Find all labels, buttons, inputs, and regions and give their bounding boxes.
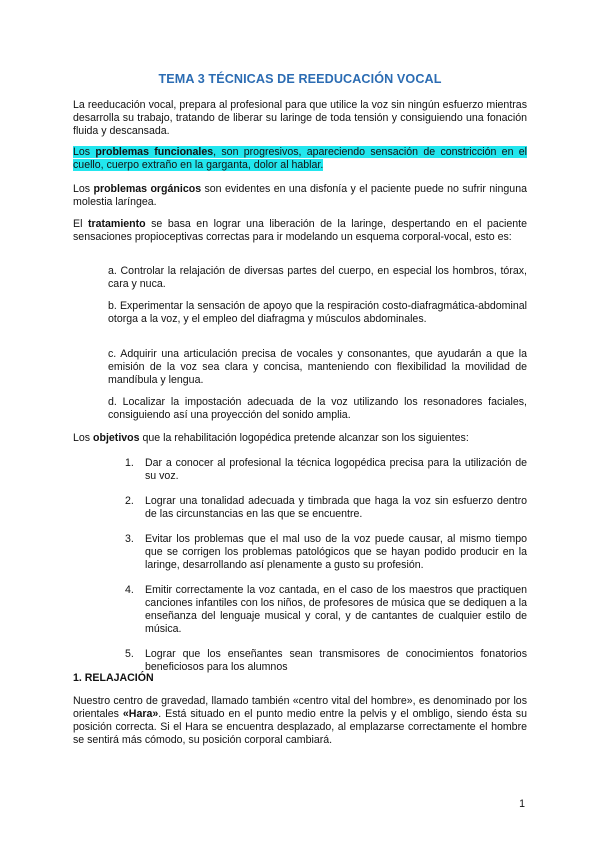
objectives-term: objetivos	[93, 432, 140, 444]
treatment-term: tratamiento	[87, 218, 146, 230]
organic-problems-paragraph: Los problemas orgánicos son evidentes en una disfonía y el paciente puede no sufrir ninguna molestia laríngea.	[73, 183, 527, 208]
functional-problems-paragraph	[73, 146, 527, 172]
treatment-point-c: c. Adquirir una articulación precisa de vocales y consonantes, que ayudarán a que la emisión de la voz sea clara y concisa, manteniendo con flexibilidad la movilidad de mandíbula y lengua.	[108, 348, 527, 386]
list-item: 5. Lograr que los enseñantes sean transmisores de conocimientos fonatorios beneficiosos para los alumnos	[125, 648, 527, 673]
relaxation-paragraph: Nuestro centro de gravedad, llamado también «centro vital del hombre», es denominado por los orientales «Hara». Está situado en el punto medio entre la pelvis y el ombligo, siendo ésta su posición correcta. Si el Hara se encuentra desplazado, al emplazarse correctamente el hombre se sentirá más cómodo, su posición corporal cambiará.	[73, 695, 527, 746]
treatment-paragraph: El tratamiento se basa en lograr una liberación de la laringe, despertando en el paciente sensaciones propioceptivas correctas para ir modelando un esquema corporal-vocal, esto es:	[73, 218, 527, 243]
section-heading: 1. RELAJACIÓN	[73, 672, 154, 684]
hara-term: «Hara»	[122, 708, 159, 720]
objectives-intro-paragraph: Los objetivos que la rehabilitación logopédica pretende alcanzar son los siguientes:	[73, 432, 469, 444]
highlighted-text: Los problemas funcionales, son progresivos, apareciendo sensación de constricción en el cuello, cuerpo extraño en la garganta, dolor al hablar.	[73, 146, 527, 171]
objectives-list	[125, 457, 527, 686]
functional-problems-term: problemas funcionales	[95, 146, 214, 158]
treatment-point-d: d. Localizar la impostación adecuada de la voz utilizando los resonadores faciales, consiguiendo así una proyección del sonido amplia.	[108, 396, 527, 421]
list-item: 3. Evitar los problemas que el mal uso de la voz puede causar, al mismo tiempo que se corrigen los problemas patológicos que se hayan podido producir en la laringe, desarrollando así plenamente a gusto su profesión.	[125, 533, 527, 571]
page-number: 1	[519, 798, 525, 810]
treatment-point-b: b. Experimentar la sensación de apoyo que la respiración costo-diafragmática-abdominal otorga a la voz, y el empleo del diafragma y músculos abdominales.	[108, 300, 527, 325]
organic-problems-term: problemas orgánicos	[93, 183, 202, 195]
treatment-point-a: a. Controlar la relajación de diversas partes del cuerpo, en especial los hombros, tórax, cara y nuca.	[108, 265, 527, 290]
page-title: TEMA 3 TÉCNICAS DE REEDUCACIÓN VOCAL	[158, 72, 442, 86]
list-item: 2. Lograr una tonalidad adecuada y timbrada que haga la voz sin esfuerzo dentro de las circunstancias en las que se encuentre.	[125, 495, 527, 520]
list-item: 4. Emitir correctamente la voz cantada, en el caso de los maestros que practiquen canciones infantiles con los niños, de profesores de música que se dediquen a la enseñanza del lenguaje musical y coral, y de cantantes de cualquier estilo de música.	[125, 584, 527, 635]
list-item: 1. Dar a conocer al profesional la técnica logopédica precisa para la utilización de su voz.	[125, 457, 527, 482]
intro-paragraph: La reeducación vocal, prepara al profesional para que utilice la voz sin ningún esfuerzo mientras desarrolla su trabajo, tratando de liberar su laringe de toda tensión y consiguiendo una fonación fluida y descansada.	[73, 99, 527, 137]
